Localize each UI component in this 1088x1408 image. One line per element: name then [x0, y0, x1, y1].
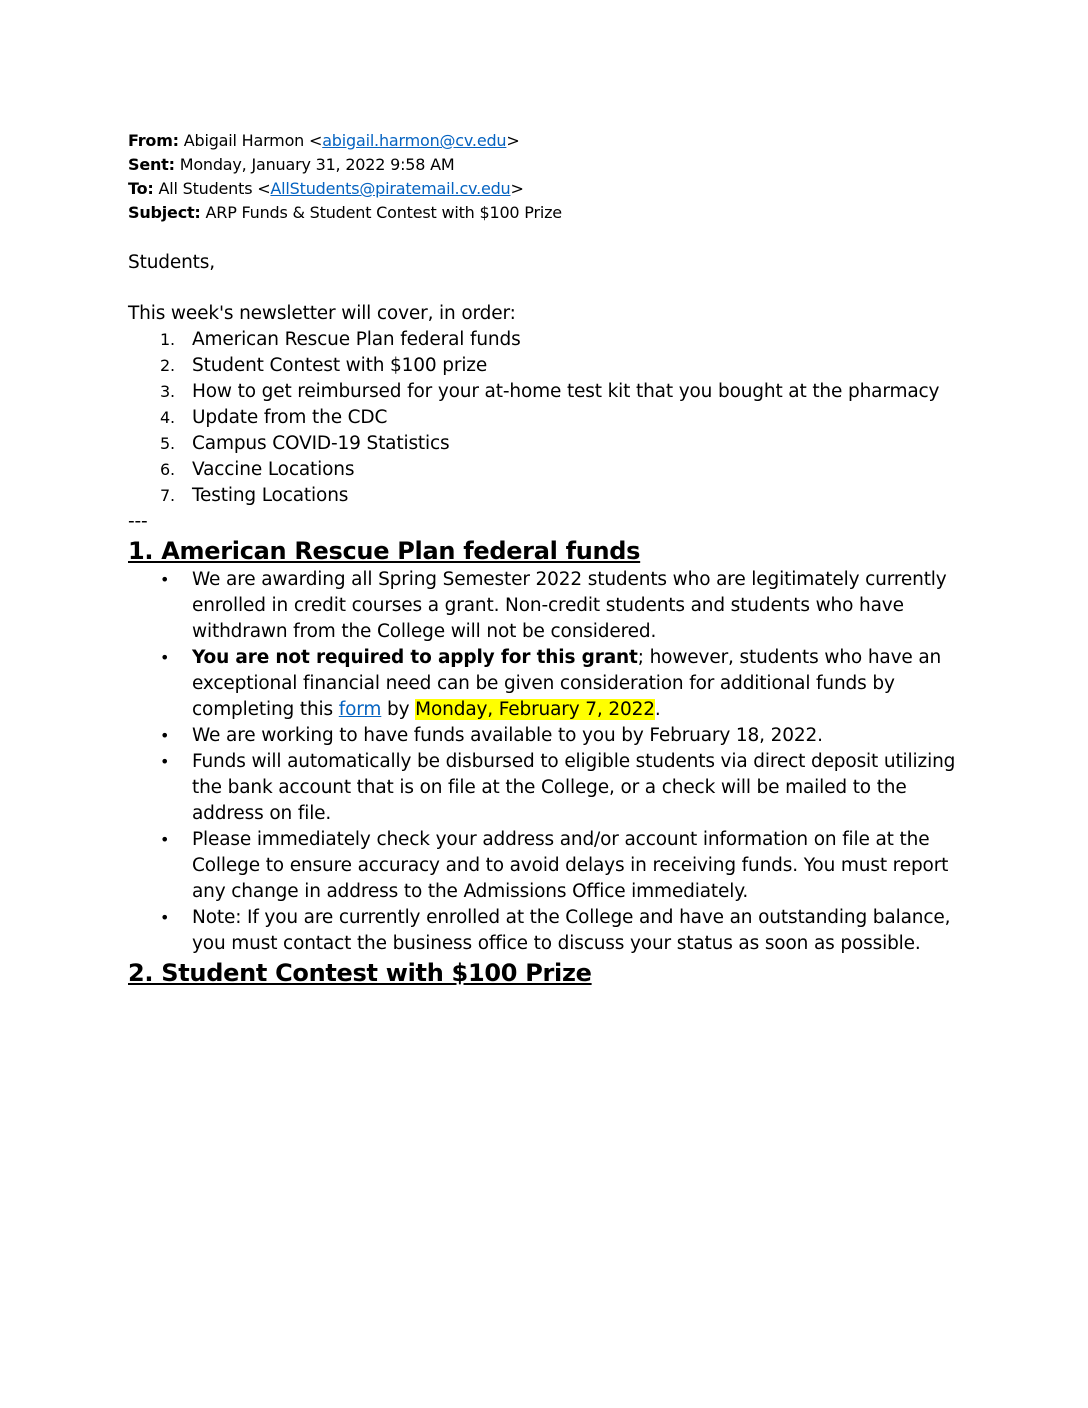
toc-text: American Rescue Plan federal funds: [192, 329, 521, 350]
from-name: Abigail Harmon <: [183, 131, 323, 150]
list-item: [128, 905, 968, 957]
list-item-text: ; however, students who have an exceptional financial need can be given consideration for additional funds by completing this: [192, 647, 942, 720]
toc-number: 7.: [160, 486, 175, 505]
from-label: From:: [128, 131, 179, 150]
bullet-icon: •: [160, 752, 170, 771]
toc-number: 3.: [160, 382, 175, 401]
toc-number: 4.: [160, 408, 175, 427]
list-item-text: .: [654, 699, 661, 720]
toc-number: 5.: [160, 434, 175, 453]
toc-number: 2.: [160, 356, 175, 375]
form-link[interactable]: form: [338, 699, 382, 720]
list-item-text: We are working to have funds available to you by February 18, 2022.: [192, 725, 823, 746]
toc-text: How to get reimbursed for your at-home test kit that you bought at the pharmacy: [192, 381, 940, 402]
divider: ---: [128, 511, 148, 532]
section-2-heading: 2. Student Contest with $100 Prize: [128, 959, 592, 987]
to-line: [128, 177, 968, 201]
subject-label: Subject:: [128, 203, 201, 222]
list-item-text: Note: If you are currently enrolled at the College and have an outstanding balance, you must contact the business office to discuss your status as soon as possible.: [192, 907, 951, 954]
to-email-link[interactable]: AllStudents@piratemail.cv.edu: [270, 179, 511, 198]
toc-item: [128, 379, 968, 405]
list-item: [128, 749, 968, 827]
intro-text: This week's newsletter will cover, in order:: [128, 303, 516, 324]
toc-item: [128, 431, 968, 457]
section-1-list: [128, 567, 968, 957]
email-document: [128, 129, 968, 989]
list-item-bold-text: You are not required to apply for this grant: [192, 647, 638, 668]
to-name: All Students <: [158, 179, 271, 198]
bullet-icon: •: [160, 648, 170, 667]
toc-item: [128, 353, 968, 379]
list-item: [128, 723, 968, 749]
sent-value: Monday, January 31, 2022 9:58 AM: [179, 155, 455, 174]
sent-line: [128, 153, 968, 177]
from-email-link[interactable]: abigail.harmon@cv.edu: [322, 131, 507, 150]
toc-text: Vaccine Locations: [192, 459, 355, 480]
bullet-icon: •: [160, 908, 170, 927]
list-item: [128, 645, 968, 723]
toc-item: [128, 457, 968, 483]
list-item-text: We are awarding all Spring Semester 2022 students who are legitimately currently enrolled in credit courses a grant. Non-credit students and students who have withdrawn from the College will not be considered.: [192, 569, 947, 642]
sent-label: Sent:: [128, 155, 175, 174]
newsletter-toc: [128, 327, 968, 509]
section-1-heading: 1. American Rescue Plan federal funds: [128, 537, 641, 565]
toc-text: Campus COVID-19 Statistics: [192, 433, 450, 454]
list-item-text: Please immediately check your address and/or account information on file at the College to ensure accuracy and to avoid delays in receiving funds. You must report any change in address to the Admissions Office immediately.: [192, 829, 949, 902]
deadline-highlight: Monday, February 7, 2022: [415, 699, 655, 720]
from-close: >: [506, 131, 520, 150]
toc-item: [128, 483, 968, 509]
list-item-text: Funds will automatically be disbursed to eligible students via direct deposit utilizing the bank account that is on file at the College, or a check will be mailed to the address on file.: [192, 751, 956, 824]
subject-line: [128, 201, 968, 225]
from-line: [128, 129, 968, 153]
email-header: [128, 129, 968, 225]
to-close: >: [510, 179, 524, 198]
bullet-icon: •: [160, 726, 170, 745]
toc-number: 1.: [160, 330, 175, 349]
subject-value: ARP Funds & Student Contest with $100 Prize: [205, 203, 562, 222]
greeting: Students,: [128, 252, 215, 273]
toc-text: Student Contest with $100 prize: [192, 355, 488, 376]
toc-text: Update from the CDC: [192, 407, 388, 428]
bullet-icon: •: [160, 570, 170, 589]
toc-item: [128, 405, 968, 431]
bullet-icon: •: [160, 830, 170, 849]
list-item: [128, 827, 968, 905]
toc-text: Testing Locations: [192, 485, 349, 506]
list-item-text: by: [381, 699, 416, 720]
to-label: To:: [128, 179, 154, 198]
list-item: [128, 567, 968, 645]
toc-item: [128, 327, 968, 353]
toc-number: 6.: [160, 460, 175, 479]
